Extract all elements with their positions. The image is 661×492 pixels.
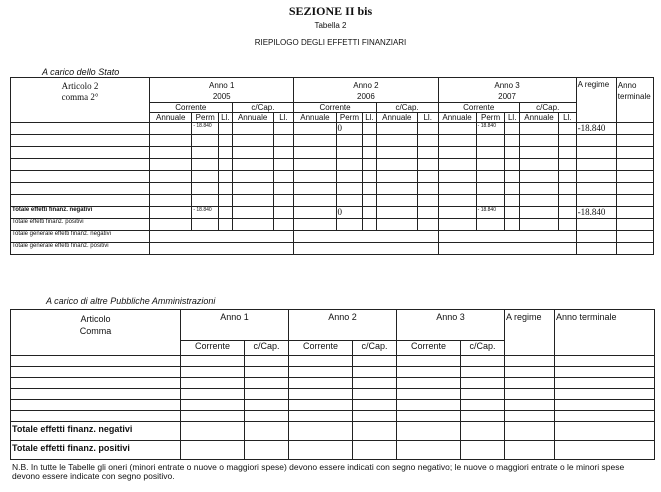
general-positive-row bbox=[11, 243, 654, 255]
y2-perm-value: 0 bbox=[336, 123, 363, 135]
y3-li: Ll. bbox=[505, 113, 519, 123]
y2-perm: Perm bbox=[336, 113, 363, 123]
year2-value: 2006 bbox=[357, 92, 375, 101]
t2-y2-corrente: Corrente bbox=[289, 341, 353, 356]
y3-ccap: c/Cap. bbox=[519, 103, 576, 113]
table-row bbox=[11, 147, 654, 159]
other-administrations-table bbox=[10, 309, 655, 460]
y3-annuale: Annuale bbox=[438, 113, 476, 123]
total-positive-row bbox=[11, 219, 654, 231]
general-negative-label: Totale generale effetti finanz. negativi bbox=[11, 231, 150, 243]
y3-corrente: Corrente bbox=[438, 103, 519, 113]
t2-y1-corrente: Corrente bbox=[181, 341, 245, 356]
table-row bbox=[11, 159, 654, 171]
table-row bbox=[11, 123, 654, 135]
t2-a-regime-header: A regime bbox=[505, 310, 555, 356]
total-neg-y3-perm: - 18.840 bbox=[476, 207, 505, 219]
general-positive-label: Totale generale effetti finanz. positivi bbox=[11, 243, 150, 255]
t2-year3-header: Anno 3 bbox=[397, 310, 505, 341]
y1-cap-li: Ll. bbox=[273, 113, 294, 123]
y3-perm-value: - 18.840 bbox=[476, 123, 505, 135]
y2-li: Ll. bbox=[363, 113, 376, 123]
table-number: Tabella 2 bbox=[314, 21, 347, 30]
y2-annuale: Annuale bbox=[294, 113, 336, 123]
table-row bbox=[11, 378, 655, 389]
article-header bbox=[11, 78, 150, 123]
total-neg-regime: -18.840 bbox=[576, 207, 616, 219]
table-row bbox=[11, 411, 655, 422]
y3-cap-li: Ll. bbox=[559, 113, 577, 123]
table-row bbox=[11, 183, 654, 195]
y1-ccap: c/Cap. bbox=[232, 103, 294, 113]
year1-value: 2005 bbox=[212, 92, 231, 101]
table-row bbox=[11, 135, 654, 147]
y1-li: Ll. bbox=[219, 113, 232, 123]
general-negative-row bbox=[11, 231, 654, 243]
y1-perm-value: - 18.840 bbox=[192, 123, 219, 135]
y2-cap-annuale: Annuale bbox=[376, 113, 417, 123]
y2-ccap: c/Cap. bbox=[376, 103, 438, 113]
year3-header bbox=[438, 78, 576, 103]
year1-label: Anno 1 bbox=[209, 81, 235, 90]
year3-label: Anno 3 bbox=[494, 81, 520, 90]
year2-header bbox=[294, 78, 438, 103]
t2-y2-ccap: c/Cap. bbox=[353, 341, 397, 356]
t2-y3-corrente: Corrente bbox=[397, 341, 461, 356]
y1-annuale: Annuale bbox=[150, 113, 192, 123]
year1-header bbox=[150, 78, 294, 103]
y1-perm: Perm bbox=[192, 113, 219, 123]
total-neg-y2-perm: 0 bbox=[336, 207, 363, 219]
a-regime-header: A regime bbox=[576, 78, 616, 123]
year3-value: 2007 bbox=[498, 92, 516, 101]
table-row bbox=[11, 171, 654, 183]
t2-total-positive-label: Totale effetti finanz. positivi bbox=[11, 441, 181, 460]
t2-total-positive-row bbox=[11, 441, 655, 460]
total-neg-y1-perm: - 18.840 bbox=[192, 207, 219, 219]
regime-value: -18.840 bbox=[576, 123, 616, 135]
t2-year2-header: Anno 2 bbox=[289, 310, 397, 341]
total-negative-row bbox=[11, 207, 654, 219]
article-label: Articolo 2 bbox=[61, 81, 99, 91]
y2-corrente: Corrente bbox=[294, 103, 376, 113]
t2-y1-ccap: c/Cap. bbox=[245, 341, 289, 356]
table2-caption: A carico di altre Pubbliche Amministrazioni bbox=[46, 296, 216, 306]
t2-y3-ccap: c/Cap. bbox=[461, 341, 505, 356]
table-row bbox=[11, 356, 655, 367]
total-positive-label: Totale effetti finanz. positivi bbox=[11, 219, 150, 231]
t2-anno-terminale-header: Anno terminale bbox=[555, 310, 655, 356]
table-row bbox=[11, 195, 654, 207]
y1-corrente: Corrente bbox=[150, 103, 232, 113]
state-effects-table bbox=[10, 77, 654, 255]
t2-total-negative-label: Totale effetti finanz. negativi bbox=[11, 422, 181, 441]
table1-caption: A carico dello Stato bbox=[42, 67, 120, 77]
comma-label: comma 2° bbox=[61, 92, 99, 102]
article-label-2: Articolo bbox=[80, 314, 111, 324]
document-subtitle: RIEPILOGO DEGLI EFFETTI FINANZIARI bbox=[254, 38, 407, 47]
t2-total-negative-row bbox=[11, 422, 655, 441]
y2-cap-li: Ll. bbox=[417, 113, 438, 123]
y3-perm: Perm bbox=[476, 113, 505, 123]
y1-cap-annuale: Annuale bbox=[232, 113, 273, 123]
t2-year1-header: Anno 1 bbox=[181, 310, 289, 341]
article-header-2 bbox=[11, 310, 181, 356]
year2-label: Anno 2 bbox=[353, 81, 379, 90]
total-negative-label: Totale effetti finanz. negativi bbox=[12, 207, 93, 213]
table-row bbox=[11, 389, 655, 400]
y3-cap-annuale: Annuale bbox=[519, 113, 558, 123]
anno-terminale-header: Anno terminale bbox=[616, 78, 653, 123]
section-title: SEZIONE II bis bbox=[288, 4, 373, 18]
table-row bbox=[11, 367, 655, 378]
comma-label-2: Comma bbox=[79, 326, 112, 336]
table-row bbox=[11, 400, 655, 411]
footnote: N.B. In tutte le Tabelle gli oneri (minori entrate o nuove o maggiori spese) devono essere indicati con segno negativo; le nuove o maggiori entrate o le minori spese devono essere indicate con segno positivo. bbox=[12, 462, 625, 481]
